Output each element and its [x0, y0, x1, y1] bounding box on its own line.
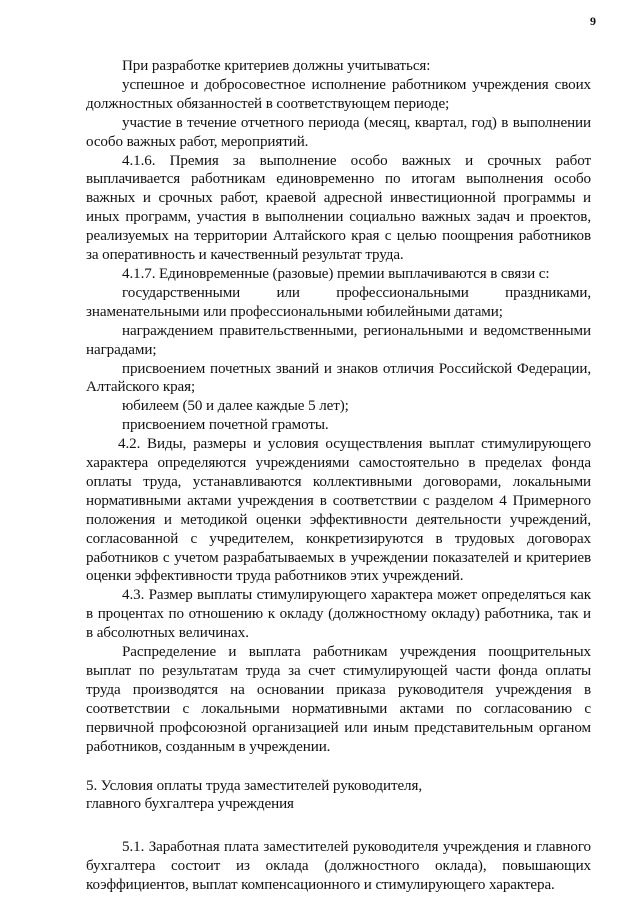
- criteria-item-diligence: успешное и добросовестное исполнение работником учреждения своих должностных обязанностей в соответствующем периоде;: [86, 76, 591, 112]
- section-5-heading-line1: 5. Условия оплаты труда заместителей руководителя,: [86, 777, 423, 794]
- clause-4-1-6: 4.1.6. Премия за выполнение особо важных и срочных работ выплачивается работникам единовременно по итогам выполнения особо важных и срочных работ, краевой адресной инвестиционной программы и иных программ, участия в выполнении социально важных задач и проектов, реализуемых на территории Алтайского края с целью поощрения работников за оперативность и качественный результат труда.: [86, 152, 591, 264]
- page-number: 9: [590, 14, 596, 28]
- criteria-item-participation: участие в течение отчетного периода (месяц, квартал, год) в выполнении особо важных работ, мероприятий.: [86, 114, 591, 150]
- distribution-paragraph: Распределение и выплата работникам учреждения поощрительных выплат по результатам труда за счет стимулирующей части фонда оплаты труда производятся на основании приказа руководителя учреждения в соответствии с локальными нормативными актами по согласованию с первичной профсоюзной организацией или иным представительным органом работников, созданным в учреждении.: [86, 644, 591, 755]
- clause-5-1: 5.1. Заработная плата заместителей руководителя учреждения и главного бухгалтера состоит из оклада (должностного оклада), повышающих коэффициентов, выплат компенсационного и стимулирующего характера.: [86, 839, 591, 894]
- clause-4-2: 4.2. Виды, размеры и условия осуществления выплат стимулирующего характера определяются учреждениями самостоятельно в пределах фонда оплаты труда, устанавливаются коллективными договорами, локальными нормативными актами учреждения в соответствии с разделом 4 Примерного положения и методикой оценки эффективности деятельности учреждений, согласованной с учредителем, конкретизируются в трудовых договорах работников с учетом разрабатываемых в учреждении показателей и критериев оценки эффективности труда работников этих учреждений.: [86, 436, 591, 585]
- document-body: [86, 57, 591, 895]
- bonus-item-certificate: присвоением почетной грамоты.: [122, 417, 329, 434]
- section-5-heading-line2: главного бухгалтера учреждения: [86, 796, 294, 813]
- clause-4-3: 4.3. Размер выплаты стимулирующего характера может определяться как в процентах по отношению к окладу (должностному окладу) работника, так и в абсолютных величинах.: [86, 587, 591, 642]
- bonus-item-titles: присвоением почетных званий и знаков отличия Российской Федерации, Алтайского края;: [86, 360, 591, 396]
- bonus-item-holidays: государственными или профессиональными праздниками, знаменательными или профессиональными юбилейными датами;: [86, 284, 591, 320]
- clause-4-1-7: 4.1.7. Единовременные (разовые) премии выплачиваются в связи с:: [122, 265, 550, 282]
- bonus-item-awards: награждением правительственными, региональными и ведомственными наградами;: [86, 322, 591, 358]
- section-5-heading: [86, 777, 591, 815]
- criteria-intro: При разработке критериев должны учитываться:: [122, 58, 431, 74]
- bonus-item-jubilee: юбилеем (50 и далее каждые 5 лет);: [122, 398, 349, 415]
